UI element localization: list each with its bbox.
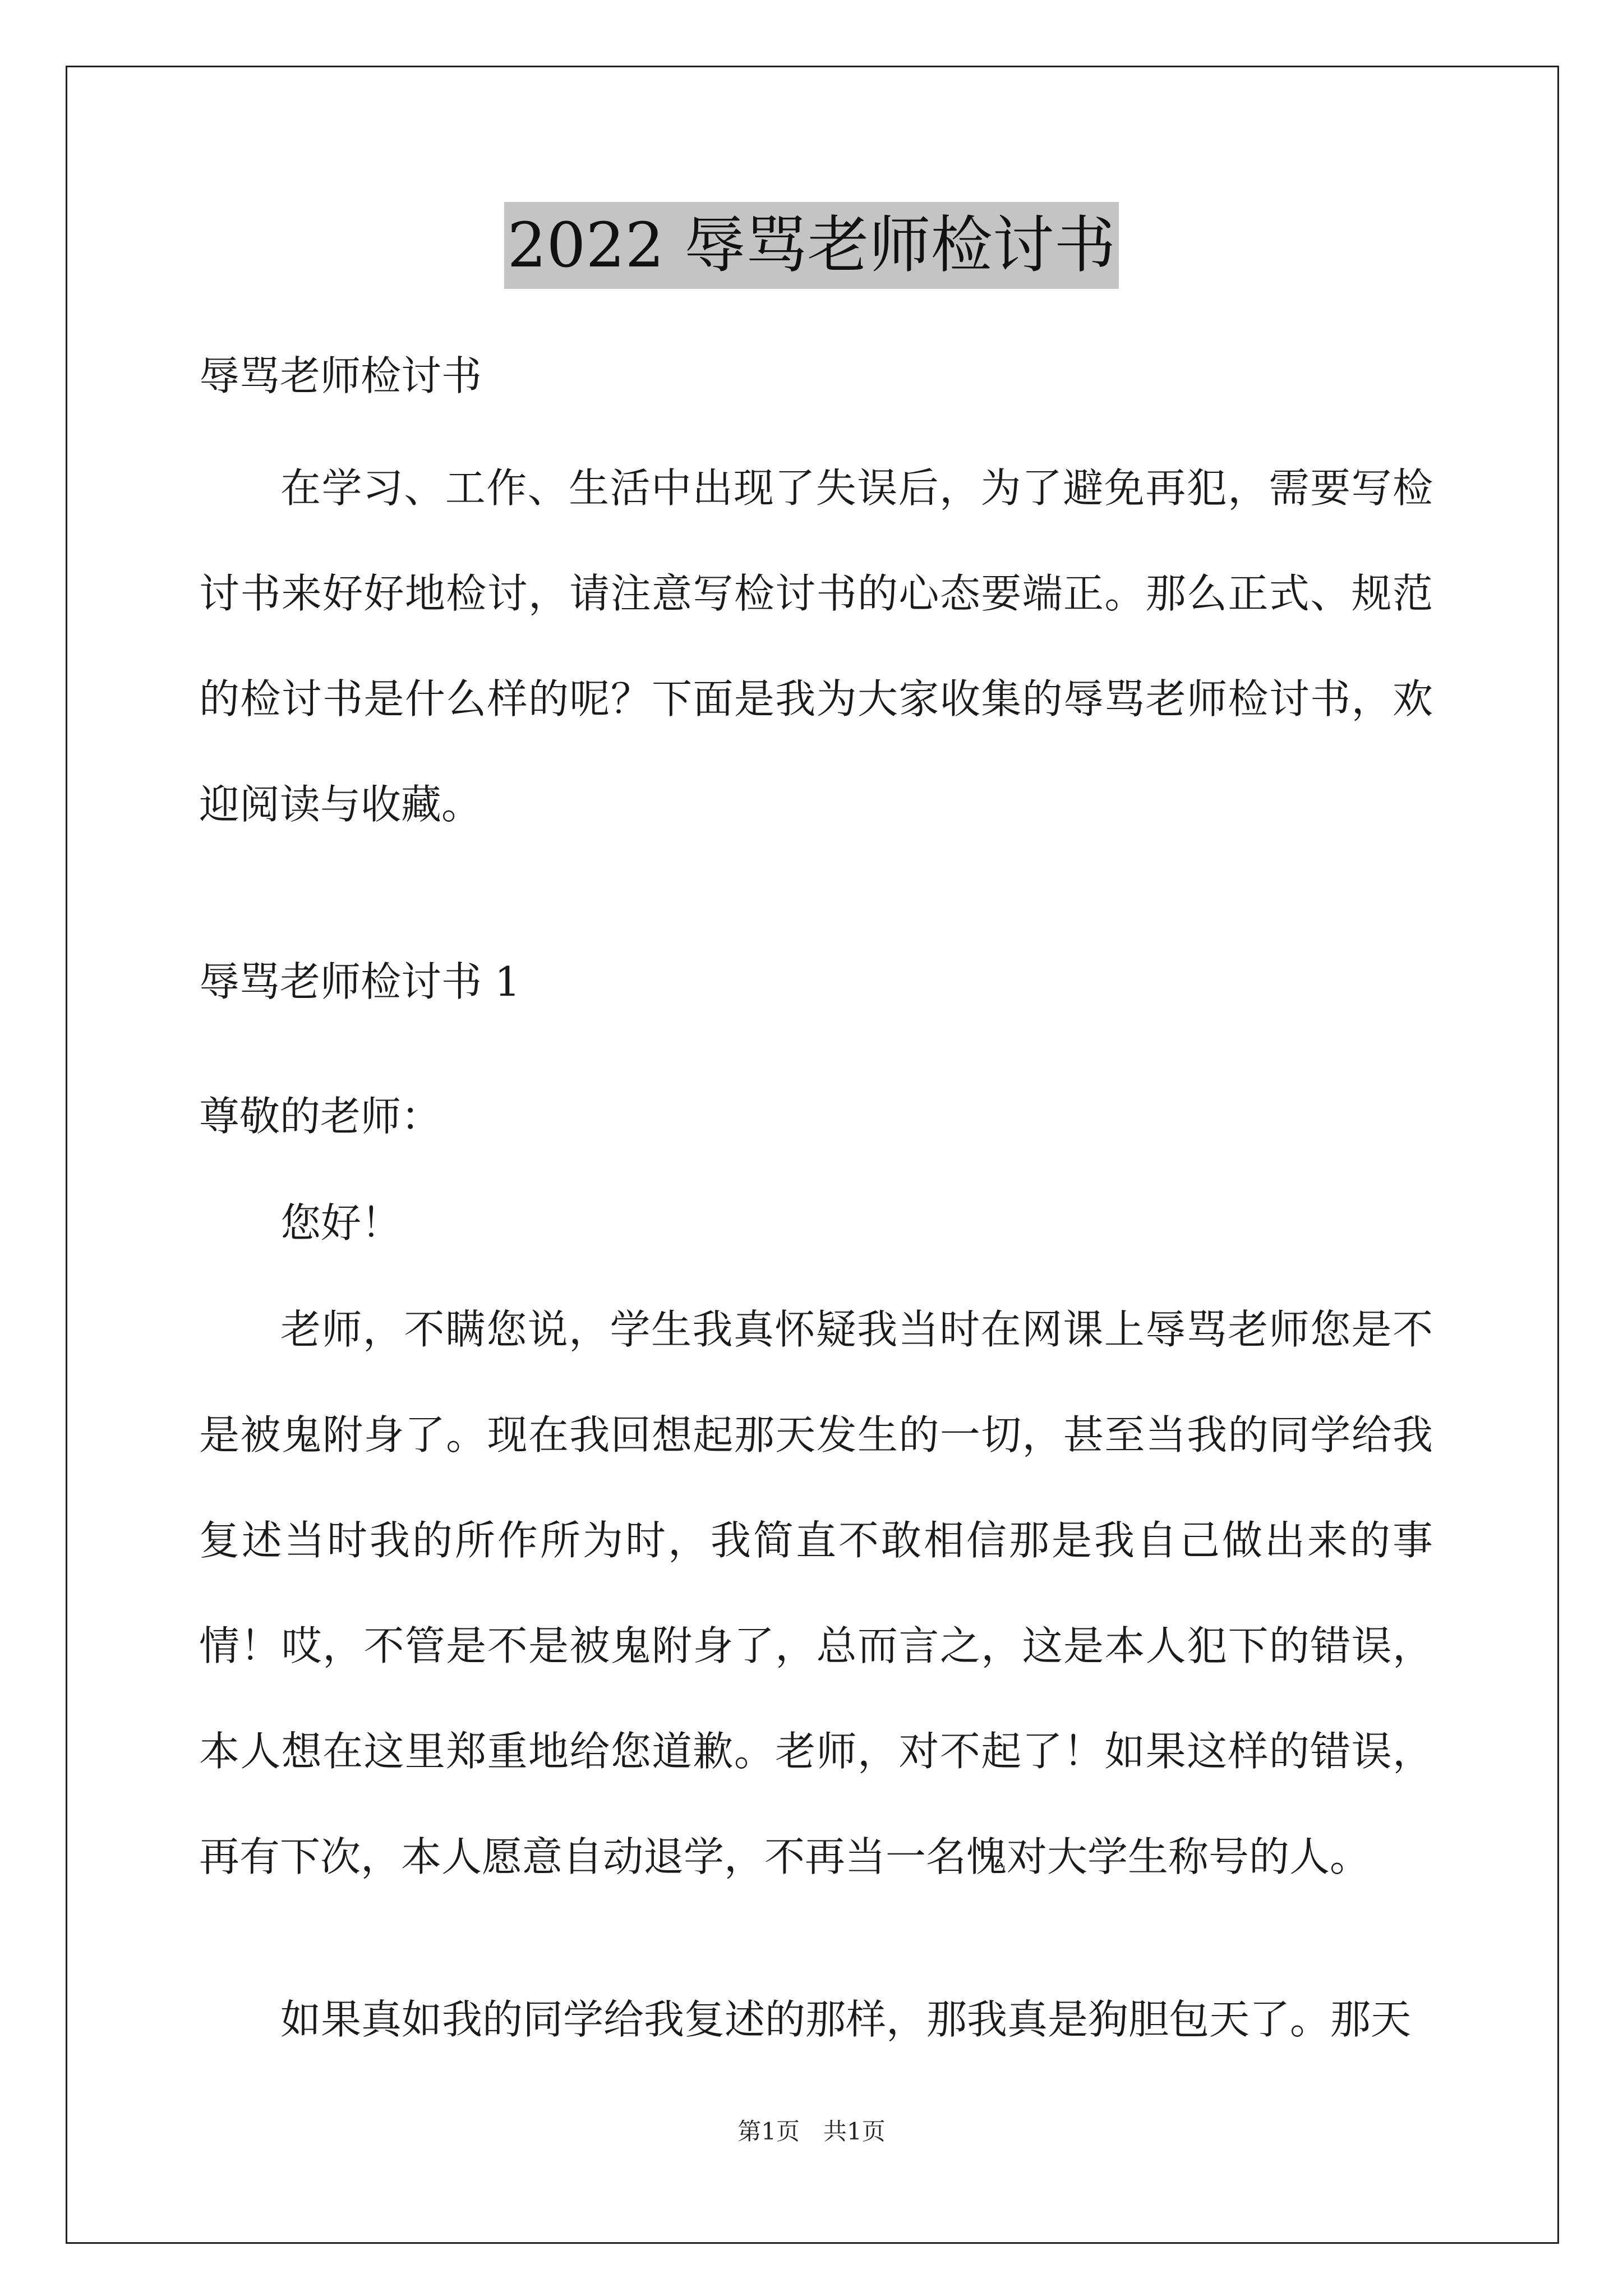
document-heading: 辱骂老师检讨书 [199, 352, 482, 399]
greeting: 您好！ [280, 1199, 402, 1246]
title-container [0, 202, 1623, 289]
body-paragraph-2: 如果真如我的同学给我复述的那样，那我真是狗胆包天了。那天 [280, 1996, 1412, 2043]
body-paragraph-1: 老师，不瞒您说，学生我真怀疑我当时在网课上辱骂老师您是不是被鬼附身了。现在我回想起那天发生的一切，甚至当我的同学给我复述当时我的所作所为时，我简直不敢相信那是我自己做出来的事情！哎，不管是不是被鬼附身了，总而言之，这是本人犯下的错误，本人想在这里郑重地给您道歉。老师，对不起了！如果这样的错误，再有下次，本人愿意自动退学，不再当一名愧对大学生称号的人。 [199, 1306, 1433, 1880]
section-title: 辱骂老师检讨书 1 [199, 958, 520, 1005]
salutation: 尊敬的老师： [199, 1093, 442, 1140]
intro-paragraph: 在学习、工作、生活中出现了失误后，为了避免再犯，需要写检讨书来好好地检讨，请注意写检讨书的心态要端正。那么正式、规范的检讨书是什么样的呢？下面是我为大家收集的辱骂老师检讨书，欢迎阅读与收藏。 [199, 464, 1433, 828]
page-footer: 第1页 共1页 [737, 2118, 886, 2145]
document-title: 2022 辱骂老师检讨书 [504, 202, 1119, 289]
